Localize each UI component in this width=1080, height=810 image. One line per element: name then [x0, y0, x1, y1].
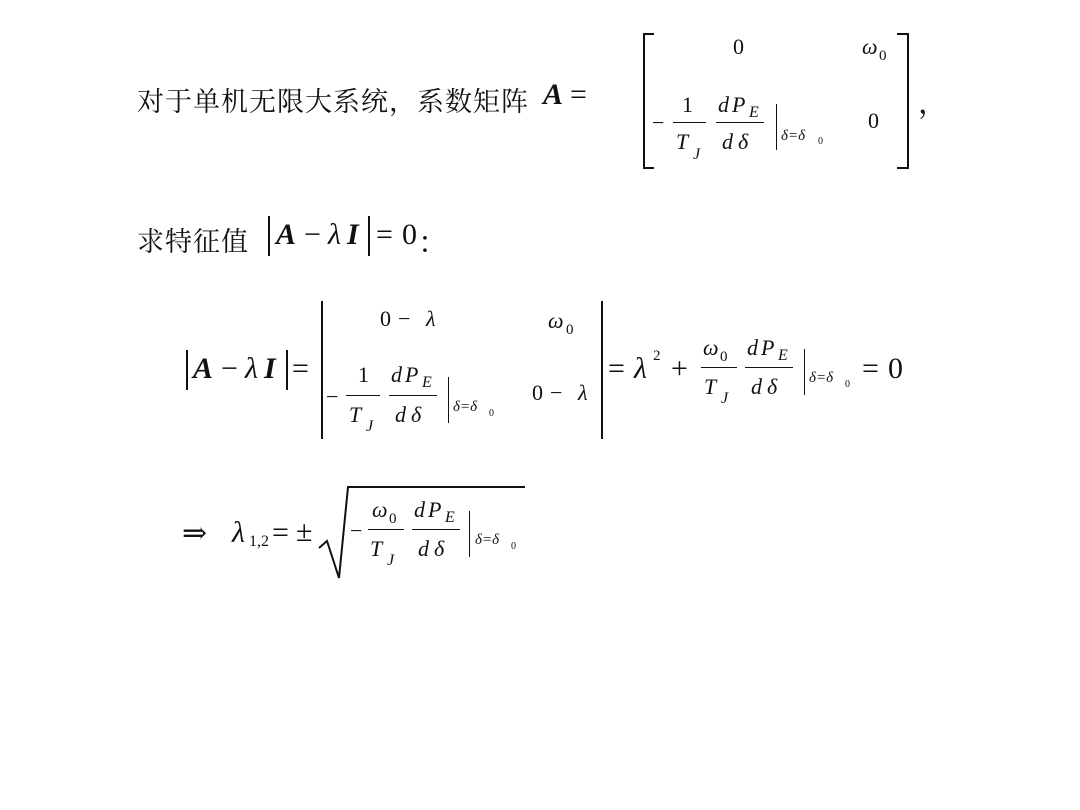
intro-text: 对于单机无限大系统，系数矩阵 [137, 87, 529, 118]
matrix-A-symbol: A [543, 78, 564, 111]
trailing-comma: ， [918, 87, 948, 120]
a22: 0 [868, 108, 879, 133]
a11: 0 [733, 34, 744, 59]
a12-omega: ω [862, 34, 878, 59]
eigen-text: 求特征值 [137, 227, 249, 258]
slide: 对于单机无限大系统，系数矩阵 A = ， 0 ω 0 − 1 T J d P E d δ δ=δ 0 0 求特征值 A − λ I = 0 ： A − λ I = 0 − λ ω 0 − 1 T J d P E d δ δ=δ 0 0 − λ = λ 2 + ω 0 T J d P E d δ δ=δ 0 = 0 ⇒ λ 1,2 = ± − ω 0 T J d P E d δ δ=δ 0 [0, 0, 1080, 810]
implies-arrow: ⇒ [182, 517, 208, 550]
equals-sign: = [570, 78, 587, 111]
